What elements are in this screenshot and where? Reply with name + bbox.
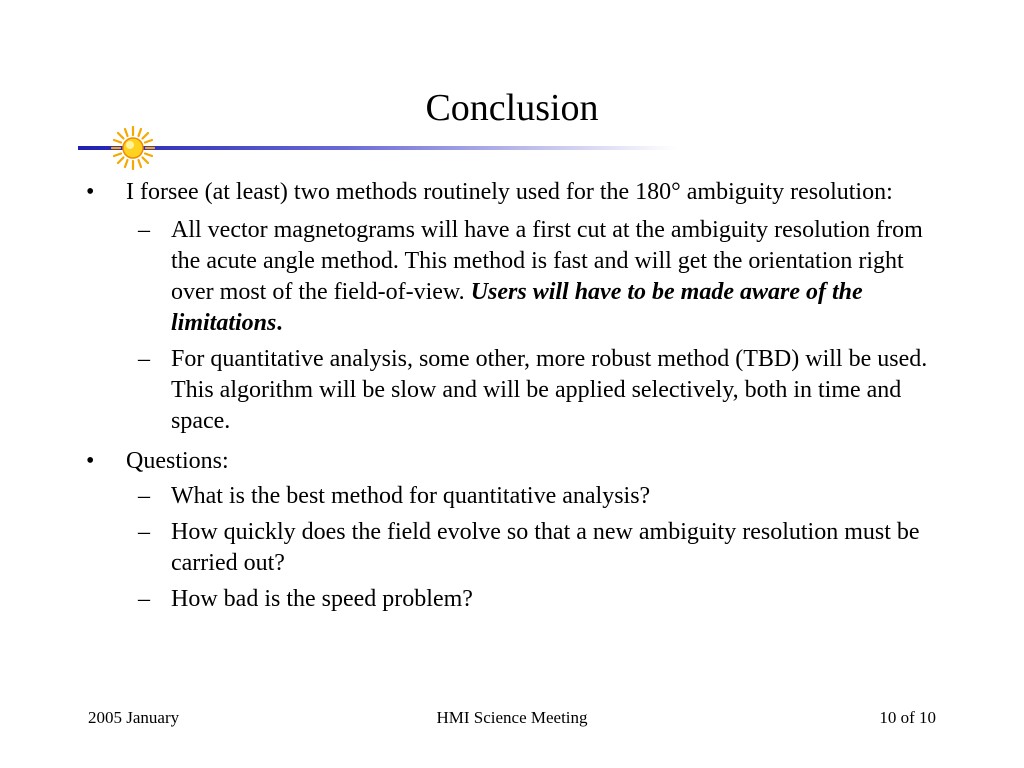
slide-title: Conclusion — [425, 87, 599, 129]
dash-marker: – — [138, 346, 150, 372]
dash-marker: – — [138, 519, 150, 545]
footer-page-number: 10 of 10 — [879, 708, 936, 727]
sub-bullet-item — [86, 517, 936, 579]
footer-event: HMI Science Meeting — [436, 708, 588, 727]
sub-bullet-text: All vector magnetograms will have a first cut at the ambiguity resolution from the acute angle method. This method is fast and will get the orientation right over most of the field-of-view. — [171, 217, 923, 305]
sub-bullet-text: How bad is the speed problem? — [171, 586, 473, 612]
bullet-text: Questions: — [126, 448, 229, 474]
dash-marker: – — [138, 586, 150, 612]
sub-bullet-item — [86, 215, 936, 339]
sub-bullet-item — [86, 584, 936, 615]
sun-icon — [111, 126, 155, 170]
emphasized-text: Users will have to be made aware of the limitations — [171, 279, 863, 336]
sub-bullet-text: For quantitative analysis, some other, more robust method (TBD) will be used. This algorithm will be slow and will be applied selectively, both in time and space. — [171, 346, 928, 434]
sub-bullet-text: What is the best method for quantitative analysis? — [171, 483, 651, 509]
bullet-marker: • — [86, 179, 95, 205]
bullet-marker: • — [86, 448, 95, 474]
sub-bullet-item — [86, 481, 936, 512]
footer-date: 2005 January — [88, 708, 180, 727]
bullet-item — [86, 177, 936, 208]
dash-marker: – — [138, 217, 150, 243]
title-underline — [78, 145, 676, 151]
dash-marker: – — [138, 483, 150, 509]
sub-bullet-text: How quickly does the field evolve so that a new ambiguity resolution must be carried out? — [171, 519, 920, 576]
bullet-item — [86, 446, 936, 477]
slide-body — [86, 177, 936, 620]
sub-bullet-item — [86, 344, 936, 437]
bullet-text: I forsee (at least) two methods routinely used for the 180° ambiguity resolution: — [126, 179, 893, 205]
emphasized-period: . — [276, 310, 283, 336]
